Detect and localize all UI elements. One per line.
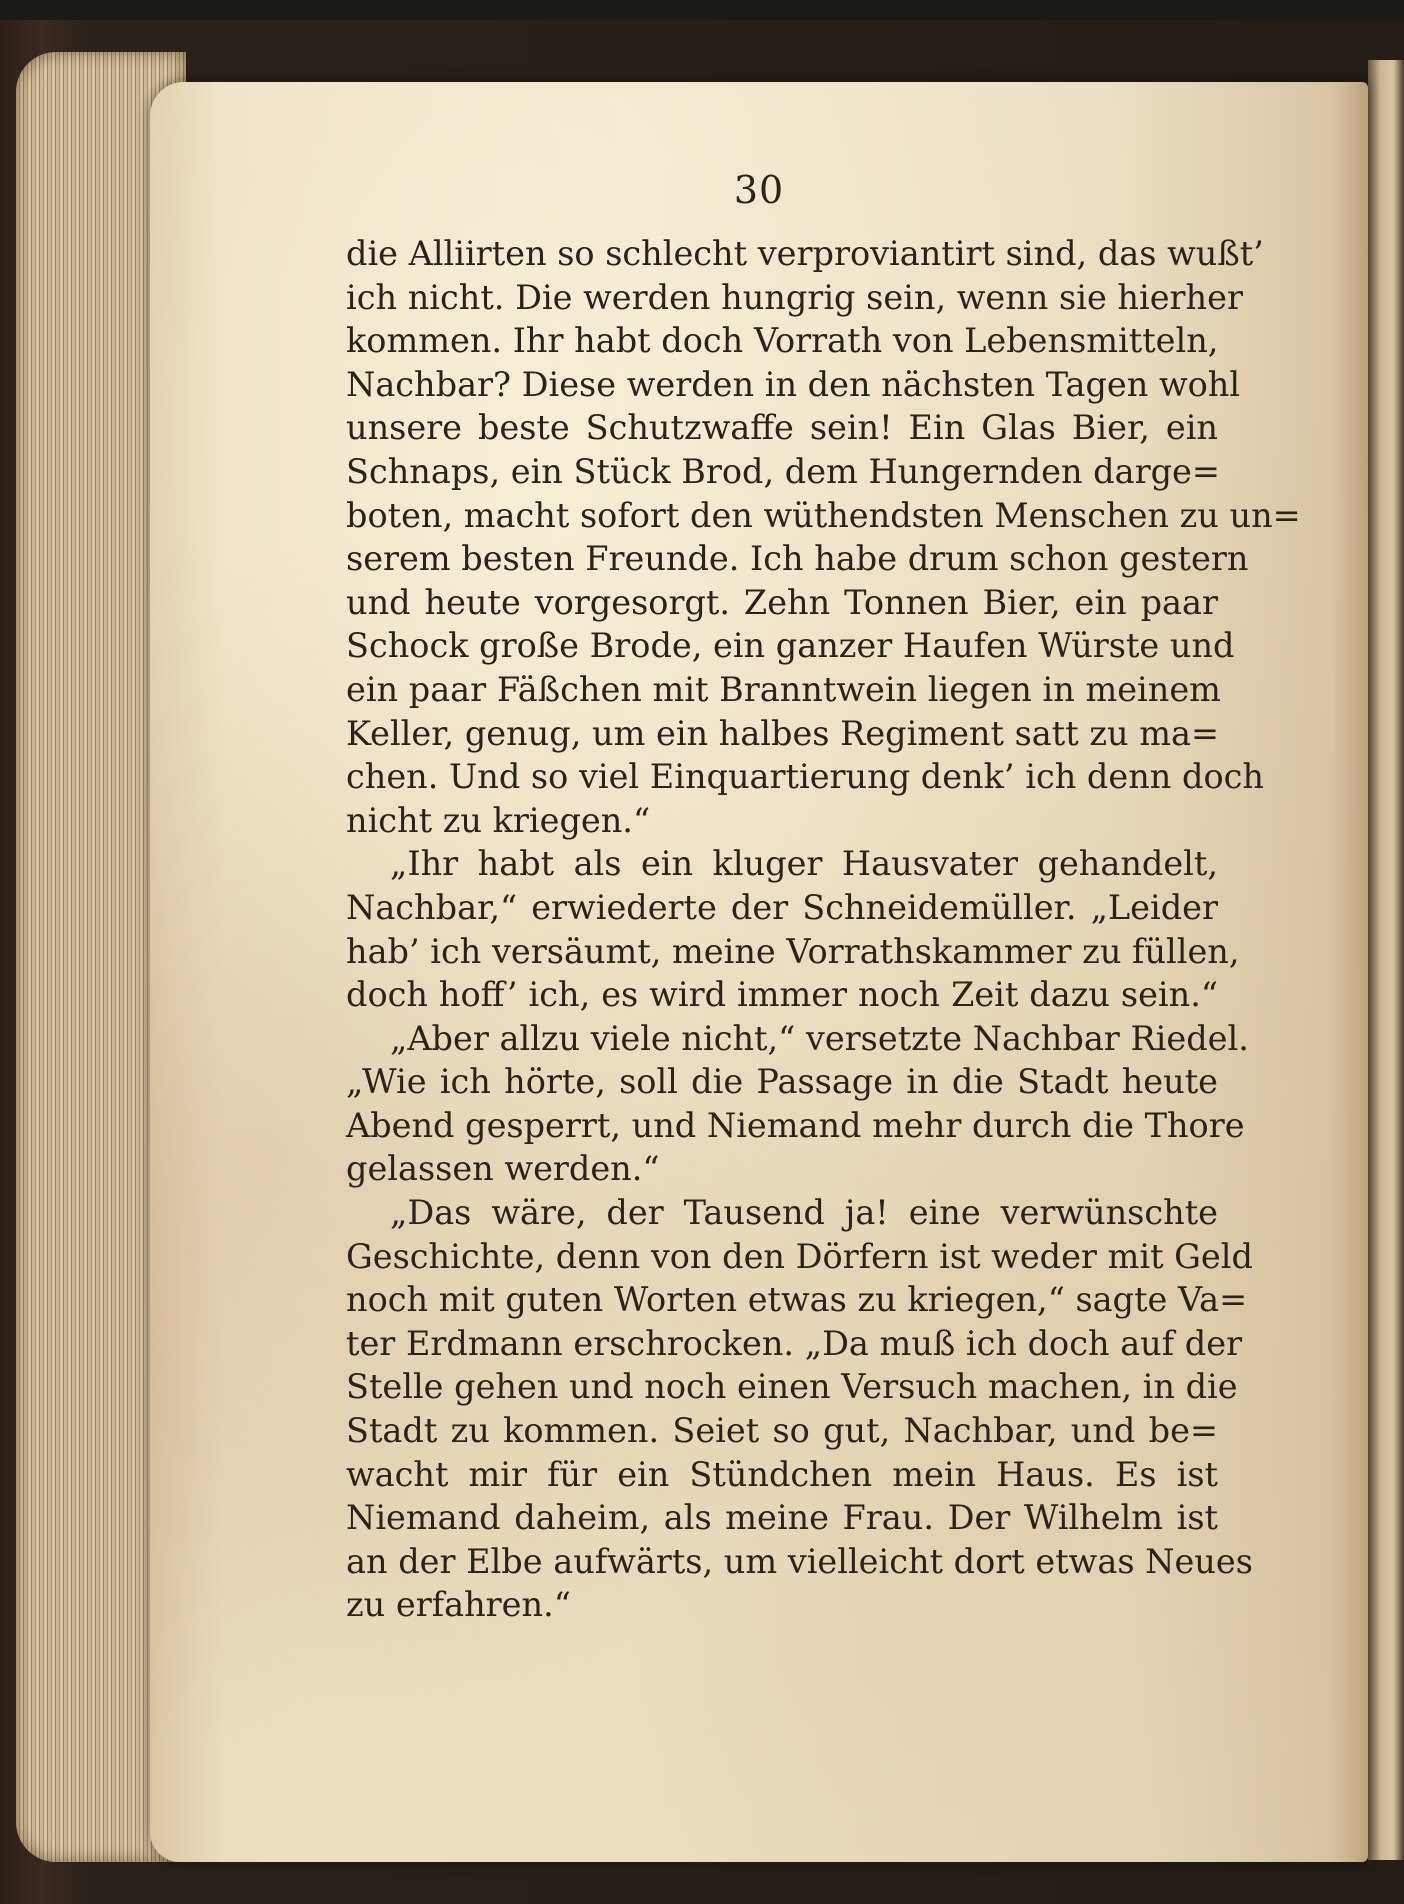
text-line: chen. Und so viel Einquartierung denk’ ich denn doch xyxy=(346,757,1264,797)
text-line: Nachbar,“ erwiederte der Schneidemüller. „Leider xyxy=(346,887,1218,927)
facing-page-edge xyxy=(1368,60,1404,1860)
text-line: Stadt zu kommen. Seiet so gut, Nachbar, und be= xyxy=(346,1411,1218,1451)
text-line: ich nicht. Die werden hungrig sein, wenn sie hierher xyxy=(346,277,1243,317)
text-line: „Wie ich hörte, soll die Passage in die Stadt heute xyxy=(346,1062,1218,1102)
text-line: ein paar Fäßchen mit Branntwein liegen in meinem xyxy=(346,669,1221,709)
text-line: zu erfahren.“ xyxy=(346,1585,571,1625)
text-line: „Aber allzu viele nicht,“ versetzte Nachbar Riedel. xyxy=(390,1018,1249,1058)
text-line: Niemand daheim, als meine Frau. Der Wilhelm ist xyxy=(346,1498,1218,1538)
text-line: Keller, genug, um ein halbes Regiment satt zu ma= xyxy=(346,713,1220,753)
text-line: „Das wäre, der Tausend ja! eine verwünschte xyxy=(390,1193,1218,1233)
text-line: Geschichte, denn von den Dörfern ist weder mit Geld xyxy=(346,1236,1253,1276)
text-line: kommen. Ihr habt doch Vorrath von Lebensmitteln, xyxy=(346,321,1219,361)
text-line: boten, macht sofort den wüthendsten Menschen zu un= xyxy=(346,495,1301,535)
text-line: serem besten Freunde. Ich habe drum schon gestern xyxy=(346,539,1249,579)
page-number: 30 xyxy=(733,168,785,212)
body-text xyxy=(346,232,1301,1627)
text-line: noch mit guten Worten etwas zu kriegen,“ sagte Va= xyxy=(346,1280,1248,1320)
text-line: „Ihr habt als ein kluger Hausvater gehandelt, xyxy=(390,844,1218,884)
text-line: wacht mir für ein Stündchen mein Haus. Es ist xyxy=(346,1454,1218,1494)
text-line: Schock große Brode, ein ganzer Haufen Würste und xyxy=(346,626,1235,666)
text-line: Abend gesperrt, und Niemand mehr durch die Thore xyxy=(346,1105,1245,1145)
text-line: ter Erdmann erschrocken. „Da muß ich doch auf der xyxy=(346,1323,1243,1363)
text-line: Schnaps, ein Stück Brod, dem Hungernden darge= xyxy=(346,451,1220,491)
text-line: doch hoff’ ich, es wird immer noch Zeit dazu sein.“ xyxy=(346,975,1218,1015)
text-line: gelassen werden.“ xyxy=(346,1149,660,1189)
text-line: Stelle gehen und noch einen Versuch machen, in die xyxy=(346,1367,1238,1407)
text-line: nicht zu kriegen.“ xyxy=(346,800,651,840)
text-line: an der Elbe aufwärts, um vielleicht dort etwas Neues xyxy=(346,1541,1253,1581)
text-line: unsere beste Schutzwaffe sein! Ein Glas Bier, ein xyxy=(346,408,1218,448)
text-line: hab’ ich versäumt, meine Vorrathskammer zu füllen, xyxy=(346,931,1240,971)
text-line: und heute vorgesorgt. Zehn Tonnen Bier, ein paar xyxy=(346,582,1218,622)
book-page xyxy=(150,82,1368,1862)
text-line: Nachbar? Diese werden in den nächsten Tagen wohl xyxy=(346,364,1241,404)
text-line: die Alliirten so schlecht verproviantirt sind, das wußt’ xyxy=(346,234,1264,273)
